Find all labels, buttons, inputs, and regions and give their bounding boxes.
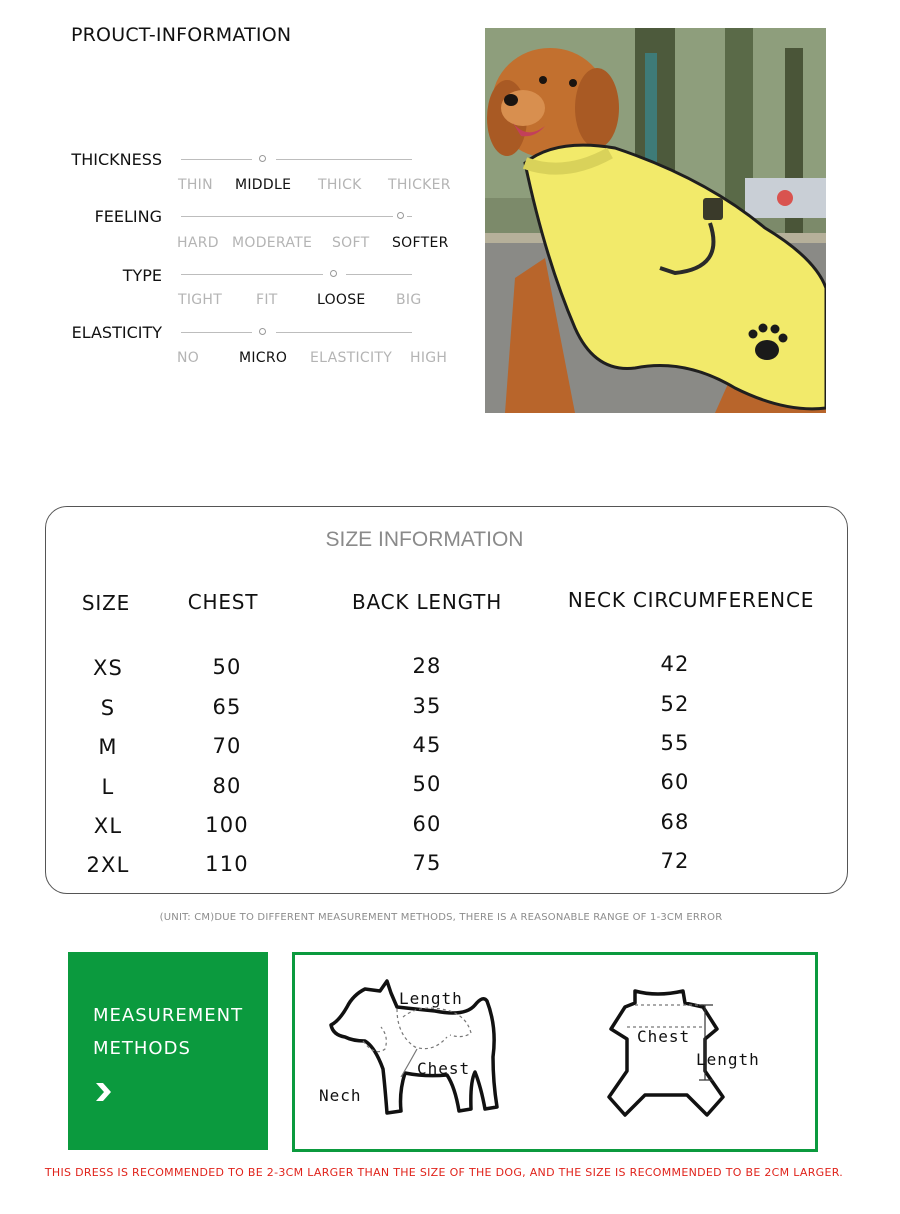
table-cell-size: M — [98, 735, 118, 759]
scale-marker — [259, 155, 266, 162]
dog-label-length: Length — [399, 989, 463, 1008]
table-cell-size: 2XL — [86, 853, 130, 877]
scale-track — [346, 274, 412, 275]
unit-note: (UNIT: CM)DUE TO DIFFERENT MEASUREMENT METHODS, THERE IS A REASONABLE RANGE OF 1-3CM ERROR — [159, 912, 723, 923]
table-cell-back-length: 50 — [412, 772, 442, 796]
option-big: BIG — [396, 292, 422, 308]
option-no: NO — [177, 350, 200, 366]
option-fit: FIT — [256, 292, 278, 308]
table-cell-back-length: 28 — [412, 654, 442, 678]
option-thin: THIN — [178, 177, 213, 193]
table-cell-size: XS — [92, 656, 124, 680]
attr-label-thickness: THICKNESS — [71, 150, 162, 169]
table-cell-neck: 60 — [660, 770, 690, 794]
dog-label-neck: Nech — [319, 1086, 362, 1105]
table-cell-chest: 70 — [212, 734, 242, 758]
column-header-chest: CHEST — [187, 590, 259, 614]
option-tight: TIGHT — [178, 292, 223, 308]
scale-track — [276, 332, 412, 333]
table-cell-neck: 55 — [660, 731, 690, 755]
table-cell-back-length: 35 — [412, 694, 442, 718]
attr-label-elasticity: ELASTICITY — [71, 323, 162, 342]
option-middle-selected: MIDDLE — [235, 177, 292, 193]
measurement-title-line2: METHODS — [93, 1038, 191, 1059]
table-cell-neck: 52 — [660, 692, 690, 716]
scale-track — [181, 274, 323, 275]
table-cell-chest: 100 — [205, 813, 249, 837]
table-cell-chest: 80 — [212, 774, 242, 798]
table-cell-chest: 50 — [212, 655, 242, 679]
scale-track-end — [407, 216, 412, 217]
option-hard: HARD — [177, 235, 219, 251]
column-header-size: SIZE — [81, 591, 131, 615]
attr-label-type: TYPE — [122, 266, 162, 285]
product-information-title: PROUCT-INFORMATION — [71, 24, 292, 46]
column-header-neck-circumference: NECK CIRCUMFERENCE — [567, 588, 815, 612]
table-cell-size: S — [100, 696, 116, 720]
table-cell-back-length: 45 — [412, 733, 442, 757]
measurement-title-line1: MEASUREMENT — [93, 1005, 244, 1026]
size-information-title: SIZE INFORMATION — [325, 528, 524, 551]
garment-label-chest: Chest — [637, 1027, 691, 1046]
product-photo-dog-yellow-coat — [485, 28, 826, 413]
table-cell-size: XL — [93, 814, 123, 838]
measurement-diagram-frame — [292, 952, 818, 1152]
size-recommendation-note: THIS DRESS IS RECOMMENDED TO BE 2-3CM LARGER THAN THE SIZE OF THE DOG, AND THE SIZE IS RECOMMENDED TO BE 2CM LARGER. — [44, 1166, 844, 1179]
scale-track — [181, 216, 393, 217]
attr-label-feeling: FEELING — [94, 207, 162, 226]
table-cell-neck: 42 — [660, 652, 690, 676]
scale-track — [276, 159, 412, 160]
size-table-frame — [45, 506, 848, 894]
column-header-back-length: BACK LENGTH — [351, 590, 503, 614]
option-thick: THICK — [318, 177, 362, 193]
table-cell-neck: 68 — [660, 810, 690, 834]
scale-marker — [259, 328, 266, 335]
table-cell-back-length: 75 — [412, 851, 442, 875]
table-cell-chest: 110 — [205, 852, 249, 876]
table-cell-neck: 72 — [660, 849, 690, 873]
chevron-right-icon — [92, 1081, 114, 1103]
option-softer-selected: SOFTER — [392, 235, 449, 251]
table-cell-back-length: 60 — [412, 812, 442, 836]
dog-label-chest: Chest — [417, 1059, 471, 1078]
option-high: HIGH — [410, 350, 448, 366]
option-micro-selected: MICRO — [239, 350, 288, 366]
option-thicker: THICKER — [388, 177, 451, 193]
table-cell-chest: 65 — [212, 695, 242, 719]
option-elasticity: ELASTICITY — [310, 350, 393, 366]
scale-track — [181, 159, 252, 160]
scale-marker — [397, 212, 404, 219]
table-cell-size: L — [101, 775, 115, 799]
scale-marker — [330, 270, 337, 277]
option-soft: SOFT — [332, 235, 370, 251]
option-loose-selected: LOOSE — [317, 292, 366, 308]
garment-label-length: Length — [696, 1050, 760, 1069]
option-moderate: MODERATE — [232, 235, 313, 251]
scale-track — [181, 332, 252, 333]
